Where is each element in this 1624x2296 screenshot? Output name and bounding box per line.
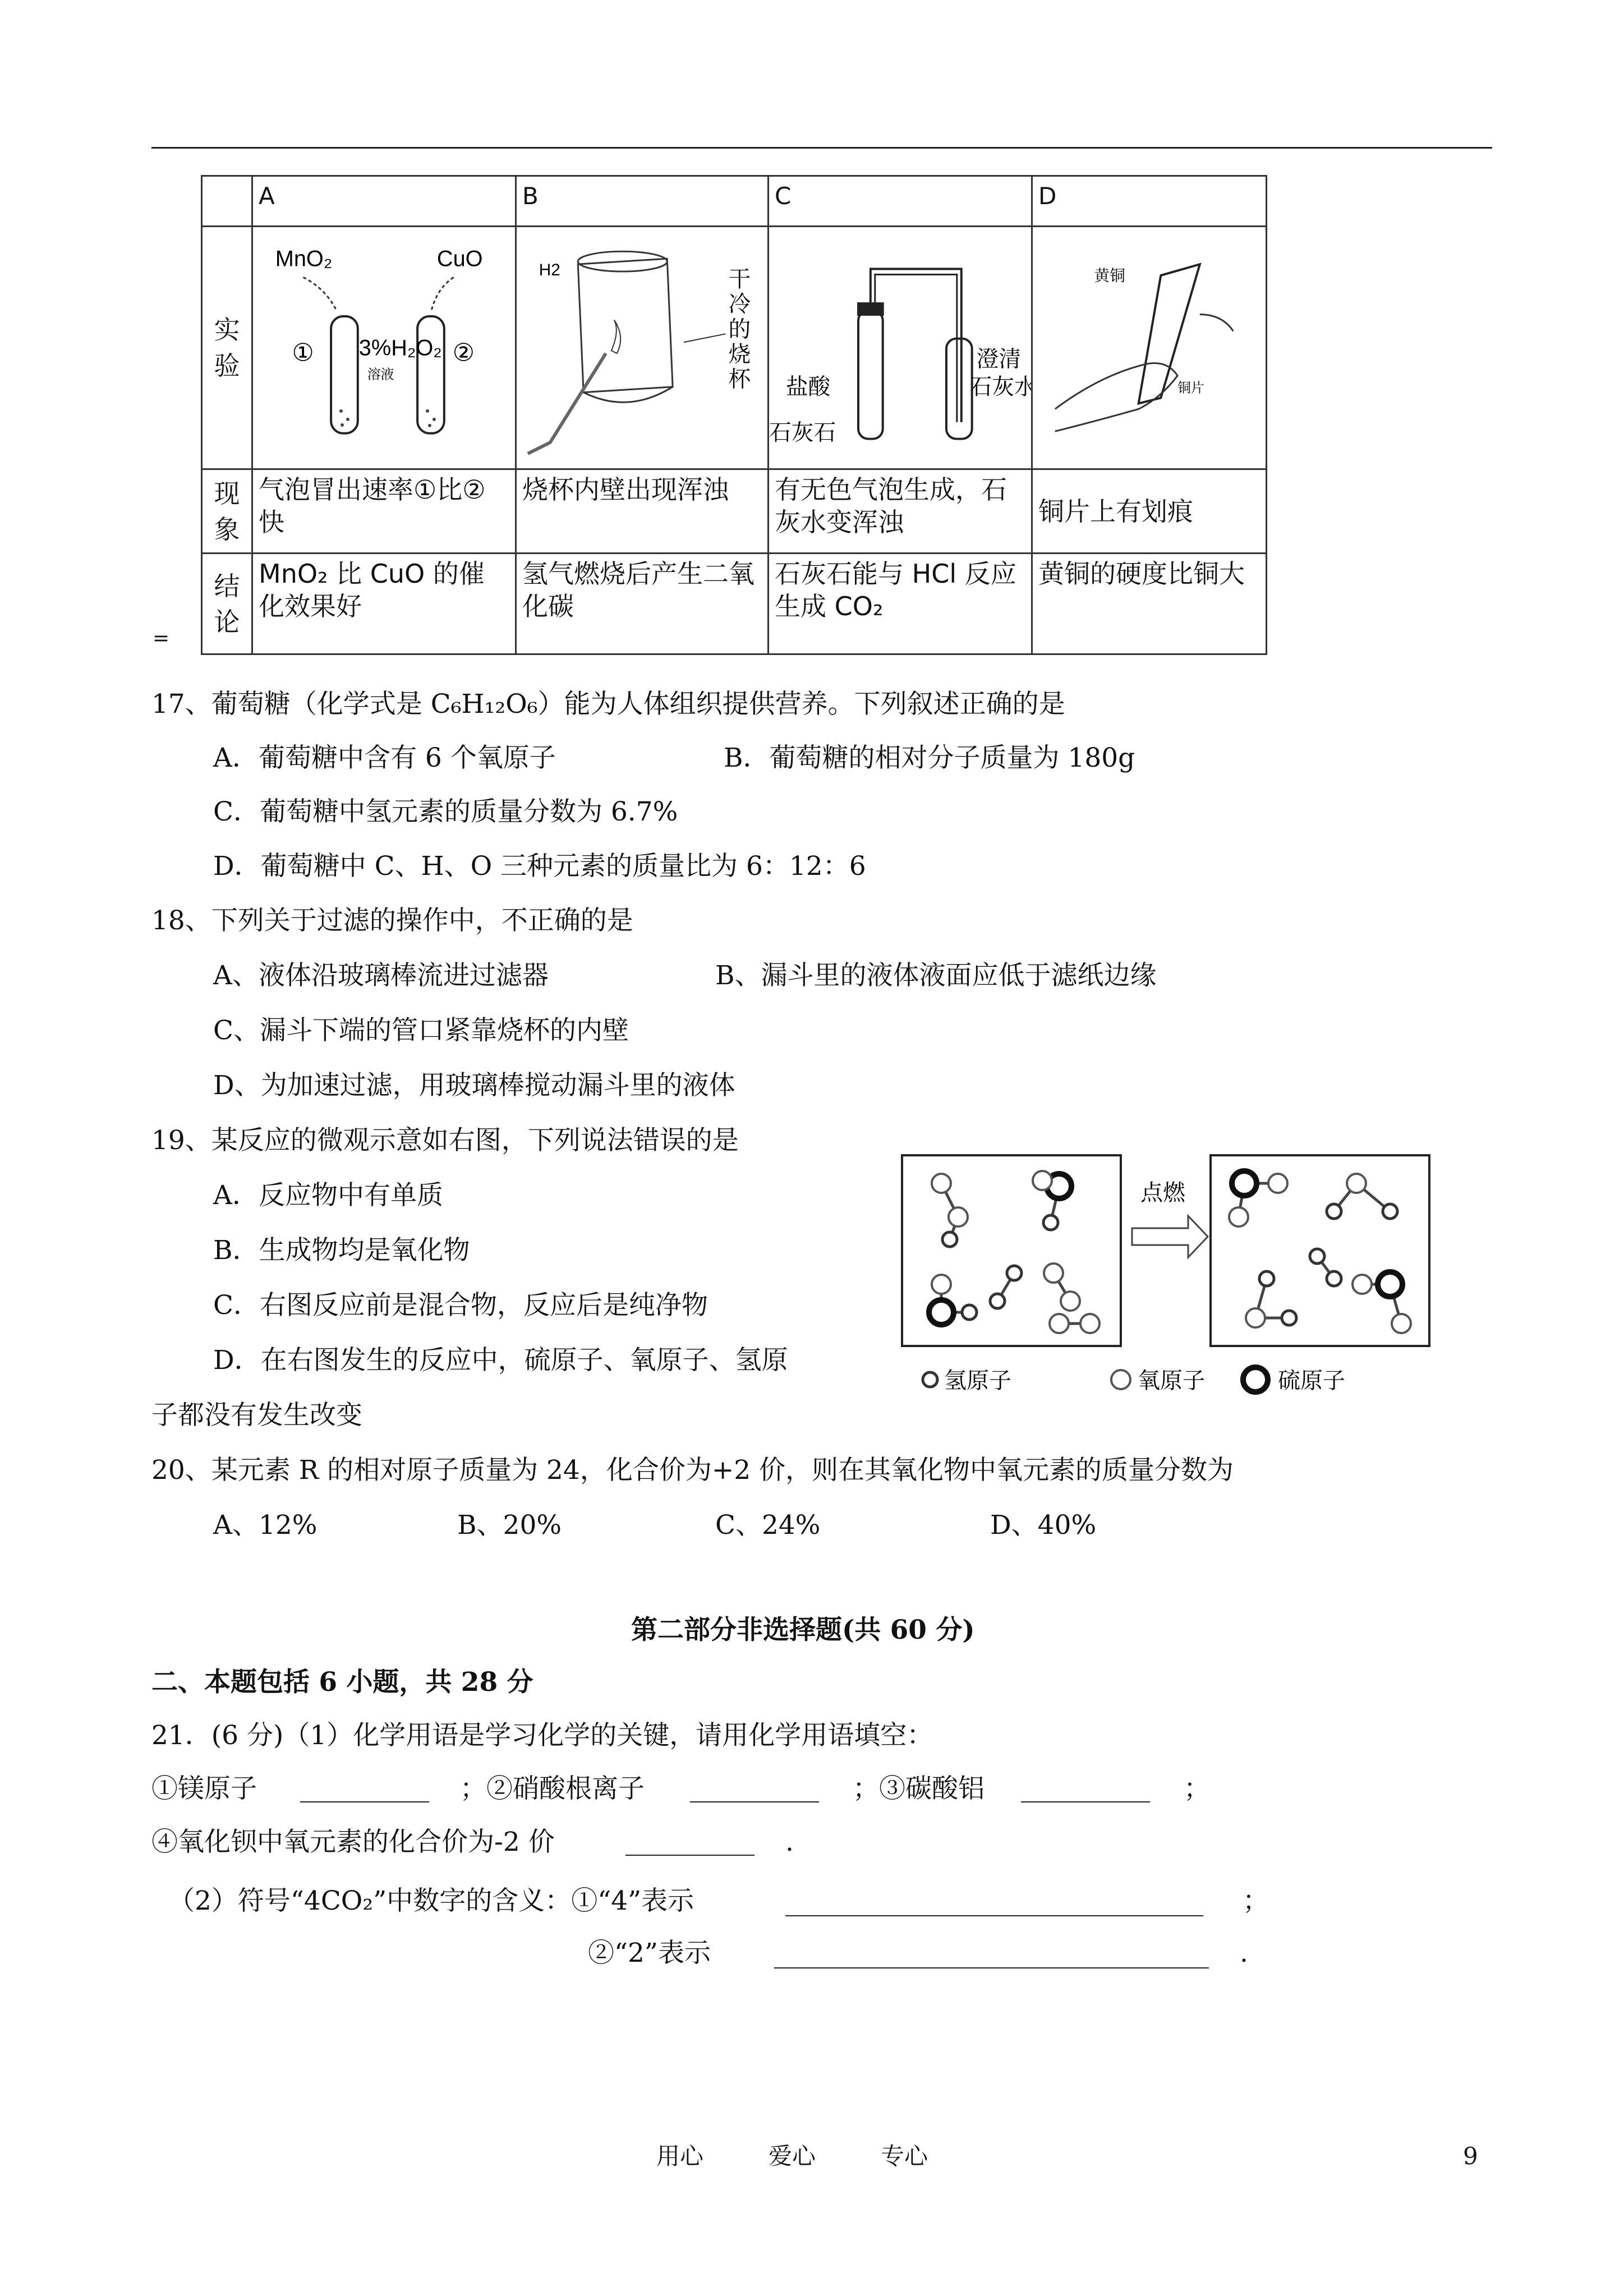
h2-label: H2 <box>539 261 560 280</box>
q21-line2: ④氧化钡中氧元素的化合价为-2 价 <box>151 1827 555 1857</box>
footer-slogan-2: 爱心 <box>769 2142 816 2170</box>
cold-beaker-label <box>728 266 751 393</box>
footer-slogan-3: 专心 <box>881 2142 928 2170</box>
q20-option-b: B、20% <box>457 1510 562 1541</box>
row-head-conclusion: 结 论 <box>202 554 252 654</box>
q19-option-d-cont: 子都没有发生改变 <box>151 1400 362 1431</box>
beaker-figure <box>517 227 767 468</box>
blank-barium-oxide[interactable] <box>625 1855 755 1856</box>
q17-option-b: B．葡萄糖的相对分子质量为 180g <box>724 743 1135 773</box>
ignite-label: 点燃 <box>1140 1180 1185 1206</box>
q21-stem: 21．(6 分)（1）化学用语是学习化学的关键，请用化学用语填空： <box>151 1720 933 1751</box>
q17-stem: 17、葡萄糖（化学式是 C₆H₁₂O₆）能为人体组织提供营养。下列叙述正确的是 <box>151 689 1065 720</box>
experiment-table <box>201 175 1267 655</box>
acid-label: 盐酸 <box>785 374 831 400</box>
q19-option-d: D．在右图发生的反应中，硫原子、氧原子、氢原 <box>213 1345 788 1376</box>
col-c-head: C <box>769 176 1032 227</box>
svg-text:的: 的 <box>728 316 751 343</box>
phenomenon-a: 气泡冒出速率①比②快 <box>252 469 516 554</box>
q18-option-d: D、为加速过滤，用玻璃棒搅动漏斗里的液体 <box>213 1070 735 1101</box>
q18-option-a: A、液体沿玻璃棒流进过滤器 <box>213 960 549 991</box>
legend-sulfur: 硫原子 <box>1278 1368 1345 1394</box>
q17-option-a: A．葡萄糖中含有 6 个氧原子 <box>213 743 556 773</box>
row-head-experiment: 实 验 <box>202 227 252 469</box>
limestone-label: 石灰石 <box>769 419 836 446</box>
q19-option-a: A．反应物中有单质 <box>213 1180 443 1211</box>
svg-text:杯: 杯 <box>728 366 751 393</box>
brass-label: 黄铜 <box>1094 266 1125 285</box>
conclusion-a: MnO₂ 比 CuO 的催化效果好 <box>252 554 516 654</box>
conclusion-d: 黄铜的硬度比铜大 <box>1032 554 1267 654</box>
blank-mg-atom[interactable] <box>300 1801 429 1802</box>
col-b-head: B <box>516 176 769 227</box>
scratch-figure <box>1033 227 1266 468</box>
row-head-phenomenon: 现 象 <box>202 469 252 554</box>
col-d-head: D <box>1032 176 1267 227</box>
q21-line3-end: ； <box>1243 1885 1269 1916</box>
conclusion-b: 氢气燃烧后产生二氧化碳 <box>516 554 769 654</box>
tube-1-label: ① <box>292 338 314 367</box>
q21-line2-end: . <box>785 1827 794 1857</box>
blank-meaning-2[interactable] <box>774 1967 1209 1968</box>
q20-option-d: D、40% <box>990 1510 1097 1541</box>
q21-line1-a: ①镁原子 <box>151 1773 257 1804</box>
copper-label: 铜片 <box>1177 380 1204 396</box>
part2-title: 第二部分非选择题(共 60 分) <box>631 1615 975 1645</box>
svg-text:干: 干 <box>728 266 751 292</box>
q17-option-c: C．葡萄糖中氢元素的质量分数为 6.7% <box>213 796 678 827</box>
molecule-diagram <box>896 1144 1525 1402</box>
phenomenon-c: 有无色气泡生成，石灰水变浑浊 <box>769 469 1032 554</box>
legend-hydrogen: 氢原子 <box>944 1368 1011 1394</box>
page-number: 9 <box>1463 2142 1478 2170</box>
clear-label: 澄清 <box>976 346 1022 372</box>
q21-line3: （2）符号“4CO₂”中数字的含义：①“4”表示 <box>168 1885 694 1916</box>
table-tail-mark: = <box>153 627 170 650</box>
figure-d <box>1032 227 1267 469</box>
blank-aluminum-carbonate[interactable] <box>1021 1801 1150 1802</box>
legend-oxygen: 氧原子 <box>1138 1368 1205 1394</box>
solution-label: 溶液 <box>367 366 394 382</box>
q21-line4: ②“2”表示 <box>588 1938 711 1968</box>
q21-line4-end: . <box>1240 1938 1248 1968</box>
q20-option-a: A、12% <box>213 1510 318 1541</box>
tube-2-label: ② <box>452 338 475 367</box>
phenomenon-b: 烧杯内壁出现浑浊 <box>516 469 769 554</box>
table-corner <box>202 176 252 227</box>
section-heading: 二、本题包括 6 小题，共 28 分 <box>151 1667 533 1698</box>
q21-line1-b: ；②硝酸根离子 <box>460 1773 645 1804</box>
q20-option-c: C、24% <box>715 1510 821 1541</box>
q19-option-b: B．生成物均是氧化物 <box>213 1235 470 1266</box>
mno2-label: MnO₂ <box>275 246 333 271</box>
figure-a <box>252 227 516 469</box>
conclusion-c: 石灰石能与 HCl 反应生成 CO₂ <box>769 554 1032 654</box>
figure-b <box>516 227 769 469</box>
q19-option-c: C．右图反应前是混合物，反应后是纯净物 <box>213 1290 708 1321</box>
arrow-icon <box>1132 1216 1208 1257</box>
figure-c <box>769 227 1032 469</box>
q18-option-c: C、漏斗下端的管口紧靠烧杯的内壁 <box>213 1015 629 1046</box>
q21-line1-c: ；③碳酸铝 <box>853 1773 984 1804</box>
phenomenon-d: 铜片上有划痕 <box>1032 469 1267 554</box>
col-a-head: A <box>252 176 516 227</box>
q21-line1-d: ； <box>1184 1773 1210 1804</box>
limewater-label: 石灰水 <box>969 374 1031 400</box>
svg-text:烧: 烧 <box>728 341 751 367</box>
blank-nitrate-ion[interactable] <box>690 1801 819 1802</box>
cuo-label: CuO <box>436 246 483 271</box>
limewater-figure <box>769 227 1031 461</box>
svg-text:冷: 冷 <box>728 291 751 317</box>
blank-meaning-4[interactable] <box>785 1915 1203 1916</box>
q18-option-b: B、漏斗里的液体液面应低于滤纸边缘 <box>715 960 1157 991</box>
test-tubes-figure <box>253 227 515 461</box>
q19-stem: 19、某反应的微观示意如右图，下列说法错误的是 <box>151 1125 739 1156</box>
h2o2-label: 3%H₂O₂ <box>358 335 442 361</box>
q17-option-d: D．葡萄糖中 C、H、O 三种元素的质量比为 6：12：6 <box>213 851 866 882</box>
header-rule <box>151 147 1492 149</box>
q18-stem: 18、下列关于过滤的操作中，不正确的是 <box>151 905 633 936</box>
q20-stem: 20、某元素 R 的相对原子质量为 24，化合价为+2 价，则在其氧化物中氧元素的质量分数为 <box>151 1455 1234 1486</box>
footer-slogan-1: 用心 <box>656 2142 704 2170</box>
